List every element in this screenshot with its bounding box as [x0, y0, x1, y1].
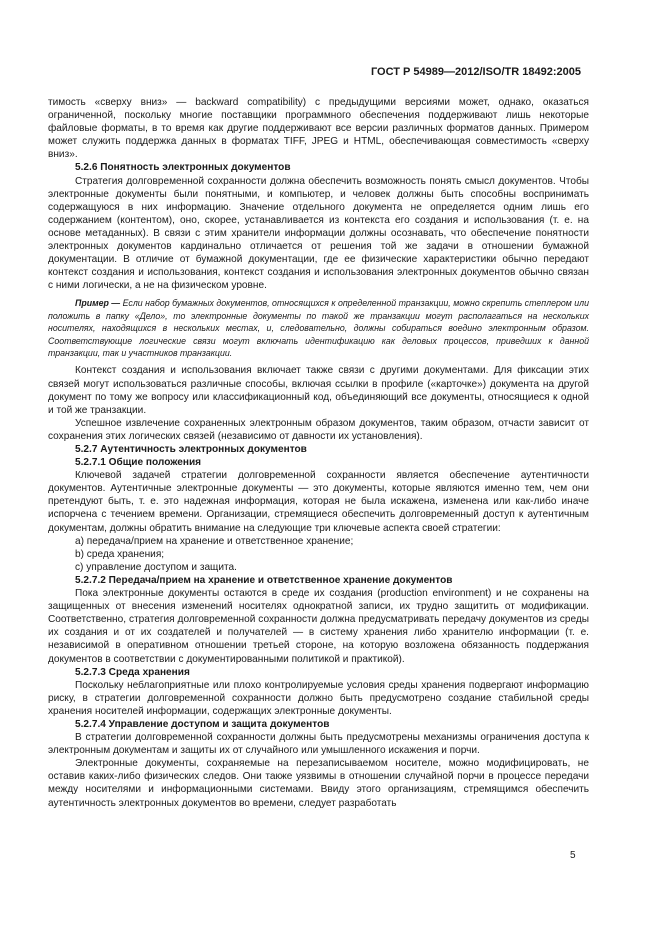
example-label: Пример —: [75, 298, 121, 309]
paragraph: Ключевой задачей стратегии долговременной сохранности является обеспечение аутентичности документов. Аутентичные электронные документы — это документы, которые являются именно тем, чем они претендуют быть, т. е. это надежная информация, которая не была искажена, изменена или как-либо иначе испорчена с течением времени. Организации, стремящиеся обеспечить долговременный доступ к аутентичным документам, должны обратить внимание на следующие три ключевые аспекта своей стратегии:: [48, 470, 589, 534]
paragraph: тимость «сверху вниз» — backward compatibility) с предыдущими версиями может, однако, оказаться ограниченной, поскольку многие поставщики программного обеспечения поддерживают лишь некоторые файловые форматы, в то время как другие поддерживают все версии различных форматов данных. Примером может служить поддержка данных в форматах TIFF, JPEG и HTML, обеспечивающая совместимость «сверху вниз».: [48, 97, 589, 161]
paragraph: Поскольку неблагоприятные или плохо контролируемые условия среды хранения подвергают информацию риску, в стратегии долговременной сохранности должно быть предусмотрено создание стабильной среды хранения носителей информации, содержащих электронные документы.: [48, 679, 589, 717]
section-heading: 5.2.7.1 Общие положения: [75, 457, 202, 469]
section-heading: 5.2.7.2 Передача/прием на хранение и ответственное хранение документов: [75, 574, 453, 586]
section-heading: 5.2.7 Аутентичность электронных документов: [75, 444, 307, 455]
page-number: 5: [570, 850, 576, 861]
section-heading: 5.2.6 Понятность электронных документов: [75, 162, 291, 174]
paragraph: В стратегии долговременной сохранности должны быть предусмотрены механизмы ограничения доступа к электронным документам и защиты их от случайного или умышленного искажения и порчи.: [48, 732, 589, 757]
list-item: a) передача/прием на хранение и ответственное хранение;: [75, 535, 354, 547]
document-header: ГОСТ Р 54989—2012/ISO/TR 18492:2005: [370, 66, 581, 78]
list-item: c) управление доступом и защита.: [75, 561, 237, 573]
paragraph: Электронные документы, сохраняемые на перезаписываемом носителе, можно модифицировать, не оставив каких-либо физических следов. Они также уязвимы в отношении случайной порчи в процессе передачи между носителями и информационными системами. Ввиду этого организациям, стремящимся обеспечить аутентичность электронных документов во времени, следует разработать: [48, 758, 589, 809]
page-body: [48, 96, 589, 810]
section-heading: 5.2.7.4 Управление доступом и защита документов: [75, 718, 330, 730]
section-heading: 5.2.7.3 Среда хранения: [75, 666, 190, 678]
paragraph: Контекст создания и использования включает также связи с другими документами. Для фиксации этих связей могут использоваться различные способы, включая ссылки в профиле («карточке») документа на другой документ по тому же вопросу или классификационный код, объединяющий все документы, относящиеся к одной и той же транзакции.: [48, 365, 589, 416]
paragraph: Успешное извлечение сохраненных электронным образом документов, таким образом, отчасти зависит от сохранения этих логических связей (независимо от давности их установления).: [48, 417, 589, 442]
paragraph: Пока электронные документы остаются в среде их создания (production environment) и не сохранены на защищенных от внесения изменений носителях однократной записи, их трудно защитить от модификации. Соответственно, стратегия долговременной сохранности должна предусматривать передачу документов из среды их создания и от их создателей и получателей — в систему хранения либо хранителю информации (т. е. независимой в оперативном отношении третьей стороне, на которую возложена обязанность поддержания документов в соответствии с документированными политикой и практикой).: [48, 588, 589, 665]
example-note: [48, 297, 589, 359]
example-text: Если набор бумажных документов, относящихся к определенной транзакции, можно скрепить степлером или положить в папку «Дело», то электронные документы по такой же транзакции могут располагаться на нескольких носителях, находящихся в нескольких местах, и, следовательно, должны собираться воедино электронным образом. Соответствующие логические связи могут включать идентификацию как деловых процессов, приведших к данной транзакции, так и участников транзакции.: [48, 298, 589, 359]
list-item: b) среда хранения;: [75, 548, 165, 560]
paragraph: Стратегия долговременной сохранности должна обеспечить возможность понять смысл документов. Чтобы электронные документы были понятными, и компьютер, и человек должны быть способны воспринимать содержащуюся в них информацию. Значение отдельного документа не определяется одним лишь его содержанием (контентом), оно, скорее, устанавливается из контекста его создания и использования (т. е. на основе метаданных). В связи с этим хранители информации должны осознавать, что обеспечение понятности электронных документов кардинально отличается от решения той же задачи в отношении бумажной документации. В отличие от бумажной документации, где ее физические характеристики обычно передают контекст создания и использования, контекст создания и использования электронных документов обычно связан с ними логически, а не на физическом уровне.: [48, 175, 589, 292]
